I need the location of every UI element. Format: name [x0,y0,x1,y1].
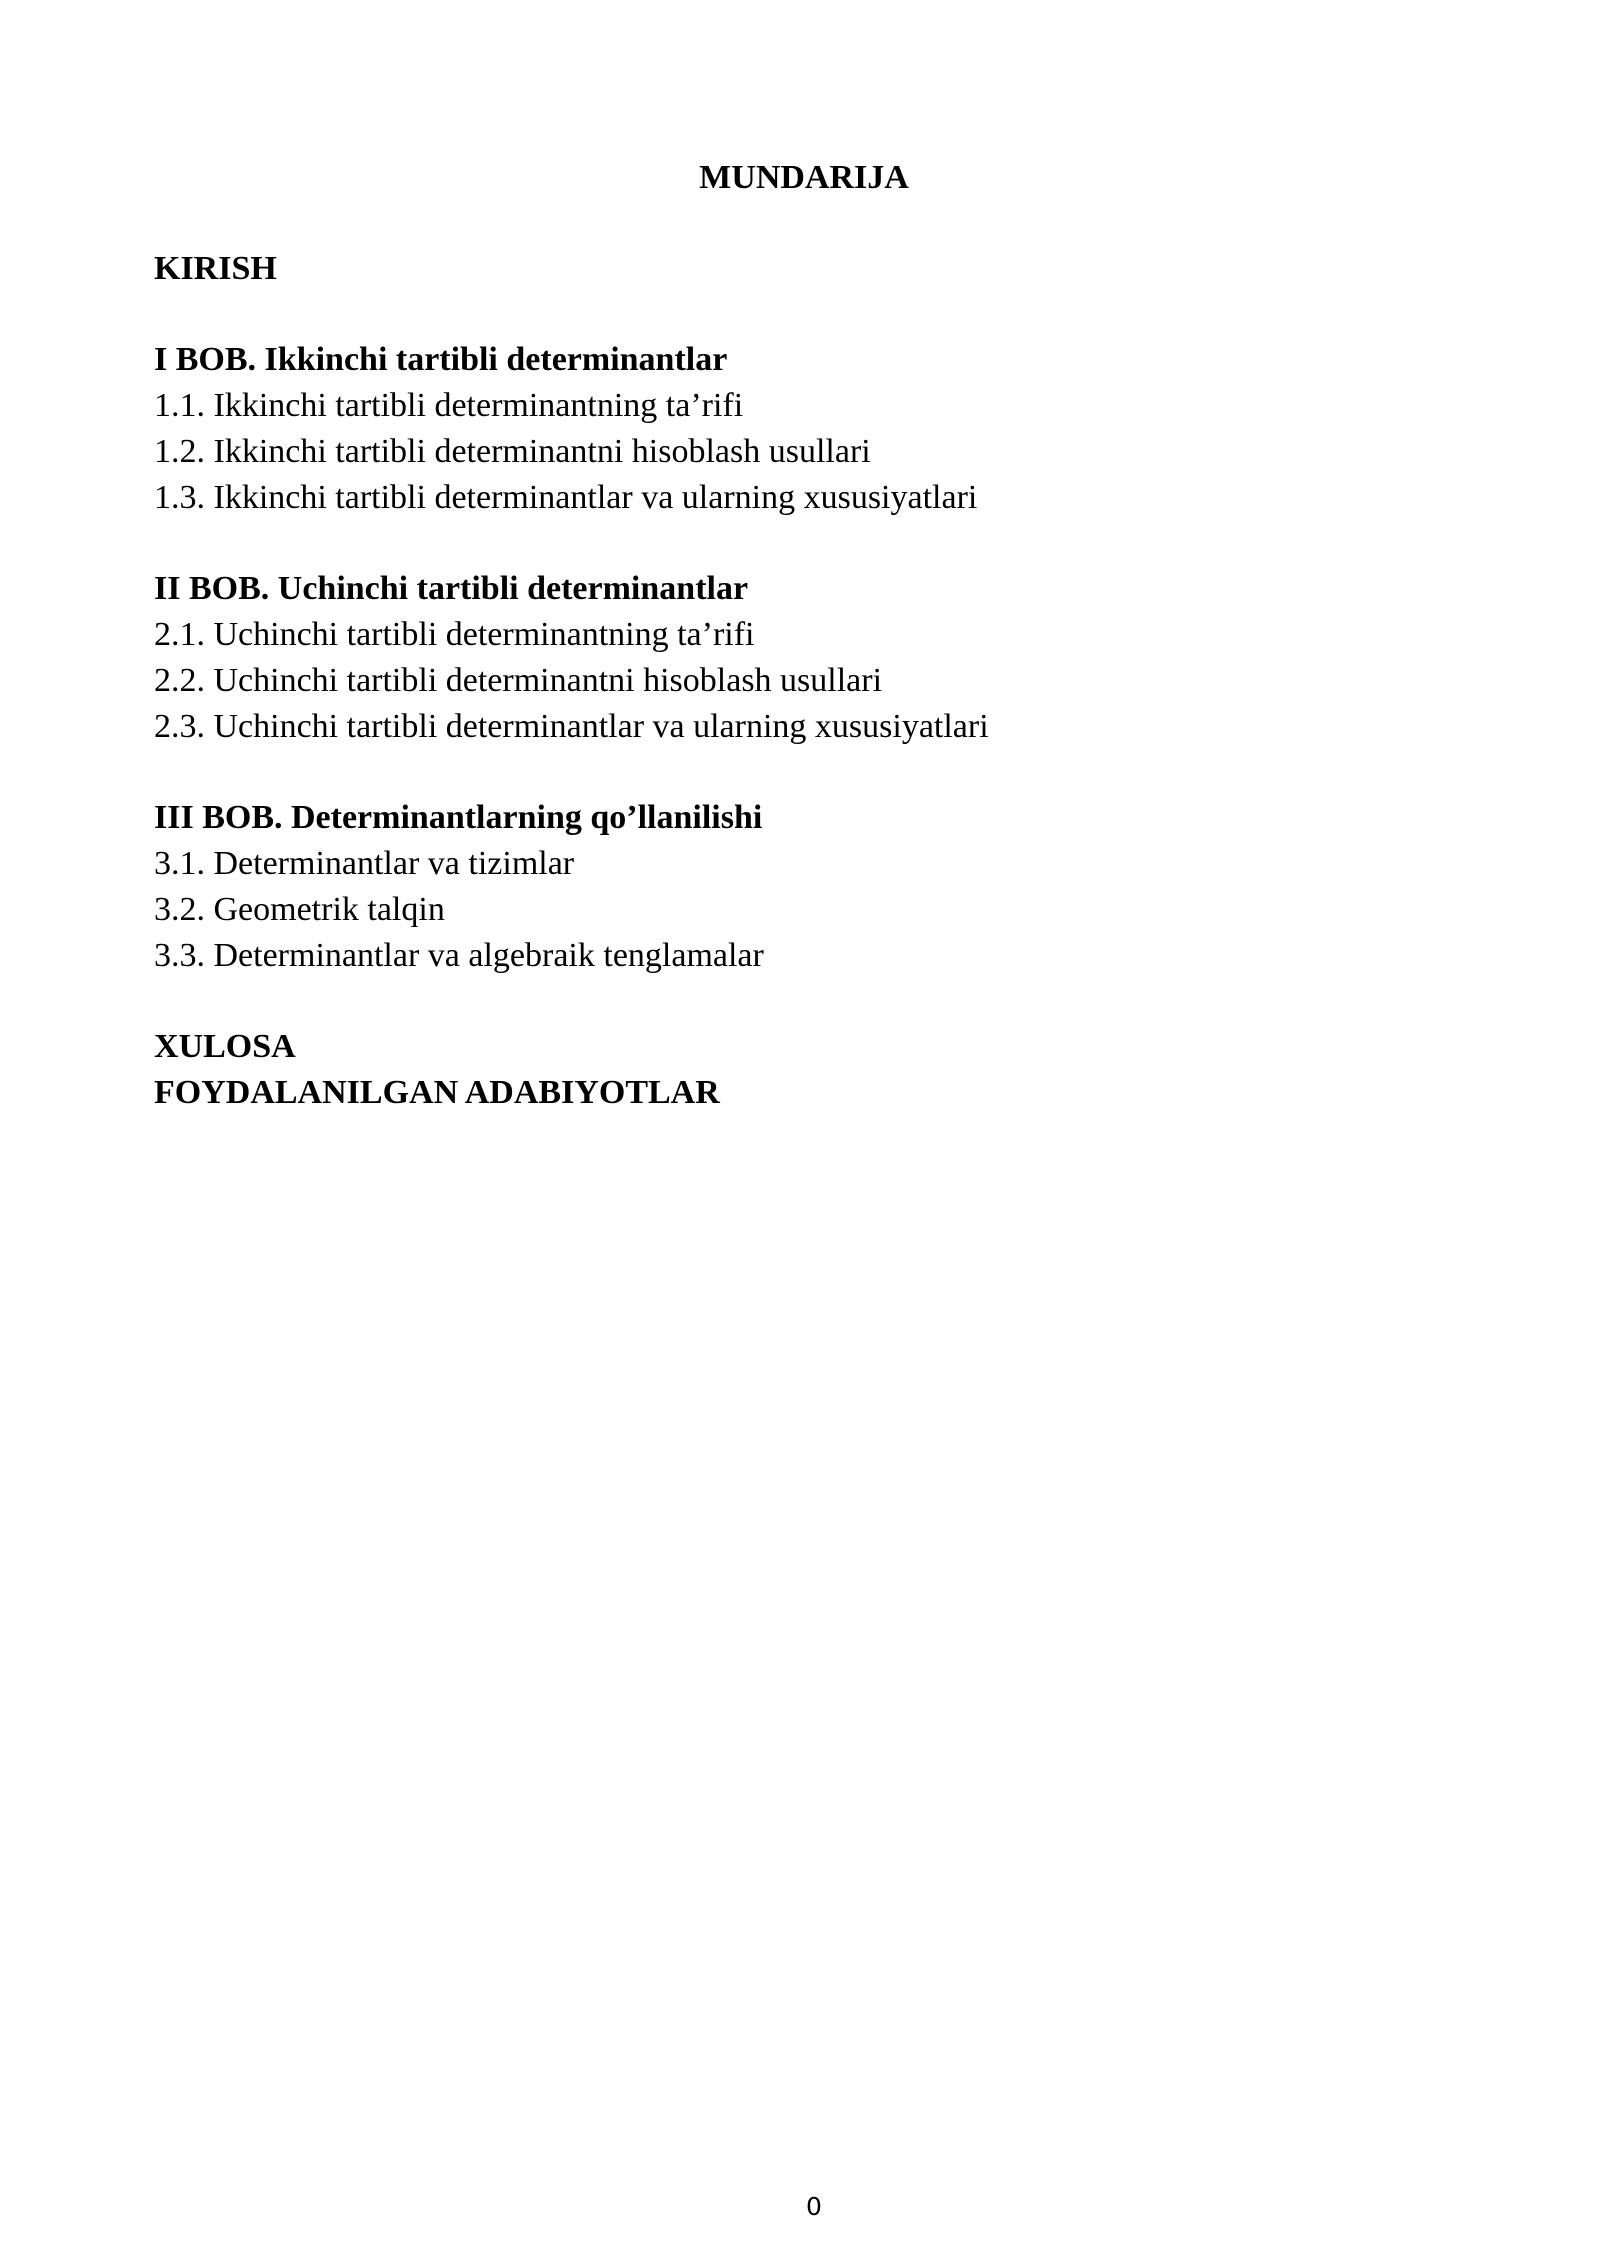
toc-chapter-1-heading: I BOB. Ikkinchi tartibli determinantlar [154,341,728,378]
toc-section-1-1: 1.1. Ikkinchi tartibli determinantning ta’rifi [154,387,744,424]
toc-section-2-2: 2.2. Uchinchi tartibli determinantni hisoblash usullari [154,662,883,699]
toc-section-2-1: 2.1. Uchinchi tartibli determinantning ta’rifi [154,616,755,653]
toc-chapter-2-heading: II BOB. Uchinchi tartibli determinantlar [154,570,749,607]
toc-section-1-2: 1.2. Ikkinchi tartibli determinantni hisoblash usullari [154,433,871,470]
table-of-contents [154,246,1454,1116]
page-number: 0 [806,2192,822,2221]
toc-intro: KIRISH [154,250,277,287]
toc-references: FOYDALANILGAN ADABIYOTLAR [154,1074,720,1111]
toc-section-3-1: 3.1. Determinantlar va tizimlar [154,845,575,882]
toc-section-2-3: 2.3. Uchinchi tartibli determinantlar va ularning xususiyatlari [154,708,989,745]
page-title: MUNDARIJA [699,159,909,196]
toc-section-3-2: 3.2. Geometrik talqin [154,891,445,928]
toc-section-1-3: 1.3. Ikkinchi tartibli determinantlar va ularning xususiyatlari [154,479,978,516]
toc-chapter-3-heading: III BOB. Determinantlarning qo’llanilishi [154,799,763,836]
toc-conclusion: XULOSA [154,1028,296,1065]
toc-section-3-3: 3.3. Determinantlar va algebraik tenglamalar [154,937,764,974]
